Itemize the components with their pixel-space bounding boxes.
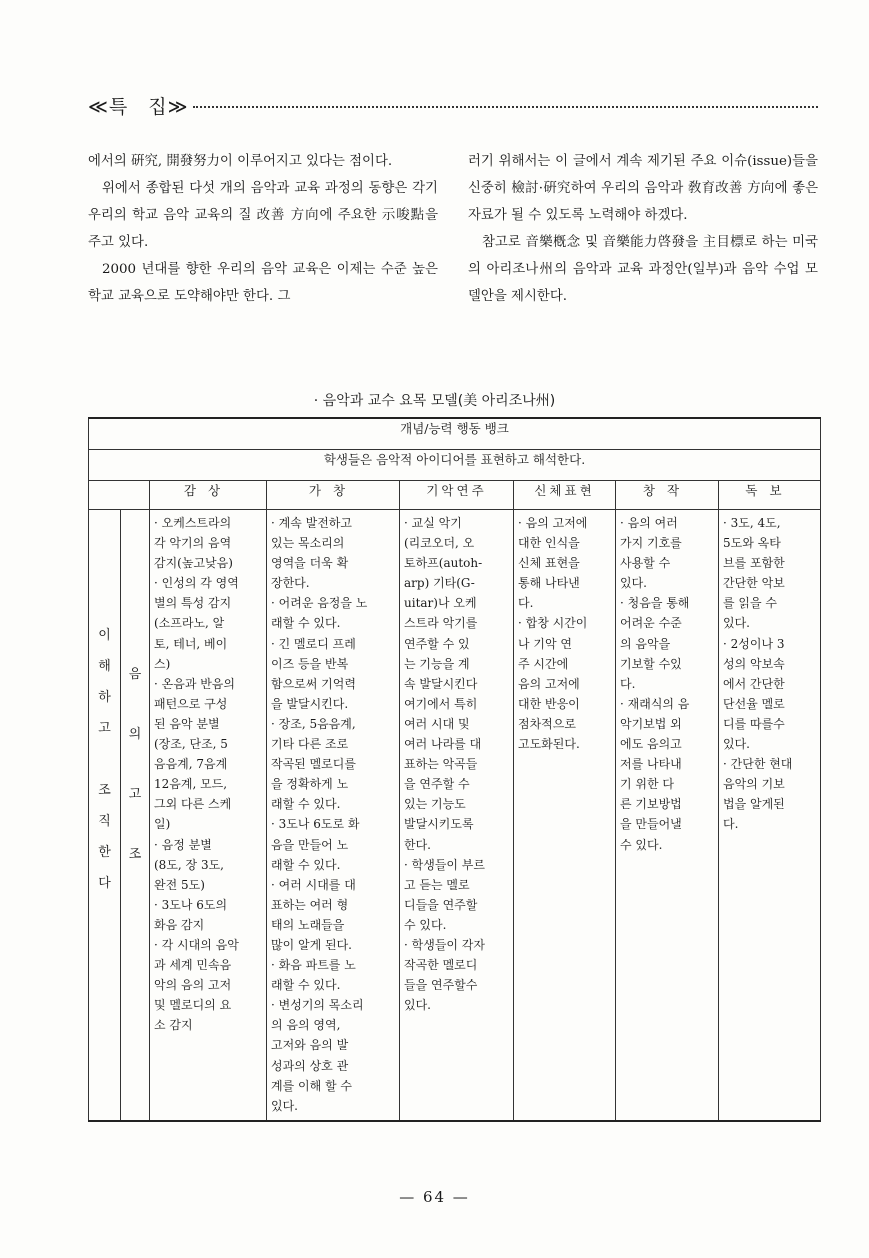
header-dotted-rule <box>193 106 819 108</box>
page-number: — 64 — <box>399 1188 470 1206</box>
column-heading: 신체표현 <box>514 481 616 510</box>
table-cell: · 교실 악기 (리코오더, 오 토하프(autoh- arp) 기타(G- uitar)나 오케 스트라 악기를 연주할 수 있 는 기능을 계 속 발달시킨다 여기에서 특히 여러 시대 및 여러 나라를 대 표하는 악곡들 을 연주할 수 있는 기능도 발달시키도록 한다. · 학생들이 부르 고 듣는 멜로 디들을 연주할 수 있다. · 학생들이 각자 작곡한 멜로디 들을 연주할수 있다. <box>400 510 514 1121</box>
table-title: · 음악과 교수 요목 모델(美 아리조나州) <box>313 393 556 409</box>
column-heading: 기악연주 <box>400 481 514 510</box>
row-label-outer: 이 해 하 고 조 직 한 다 <box>89 510 121 1121</box>
syllabus-table <box>88 417 821 1122</box>
section-label: ≪특 집≫ <box>88 95 189 118</box>
table-cell: · 3도, 4도, 5도와 옥타 브를 포함한 간단한 악보 를 읽을 수 있다. · 2성이나 3 성의 악보속 에서 간단한 단선율 멜로 디를 따를수 있다. · 간단한 현대 음악의 기보 법을 알게된 다. <box>719 510 821 1121</box>
body-text <box>88 148 818 310</box>
body-paragraph: 2000 년대를 향한 우리의 음악 교육은 이제는 수준 높은 학교 교육으로 도약해야만 한다. 그 <box>88 262 438 304</box>
table-cell: · 음의 고저에 대한 인식을 신체 표현을 통해 나타낸 다. · 합창 시간이 나 기악 연 주 시간에 음의 고저에 대한 반응이 점차적으로 고도화된다. <box>514 510 616 1121</box>
column-heading: 창작 <box>616 481 719 510</box>
bank-title: 개념/능력 행동 뱅크 <box>89 418 821 450</box>
column-heading: 가창 <box>267 481 400 510</box>
body-column-right <box>468 148 818 310</box>
table-cell: · 오케스트라의 각 악기의 음역 감지(높고낮음) · 인성의 각 영역 별의 특성 감지 (소프라노, 알 토, 테너, 베이 스) · 온음과 반음의 패턴으로 구성 된 음악 분별 (장조, 단조, 5 음음계, 7음계 12음계, 모드, 그외 다른 스케 일) · 음정 분별 (8도, 장 3도, 완전 5도) · 3도나 6도의 화음 감지 · 각 시대의 음악 과 세계 민속음 악의 음의 고저 및 멜로디의 요 소 감지 <box>150 510 267 1121</box>
column-heading: 독보 <box>719 481 821 510</box>
body-paragraph: 러기 위해서는 이 글에서 계속 제기된 주요 이슈(issue)들을 신중히 檢討·硏究하여 우리의 음악과 敎育改善 方向에 좋은 자료가 될 수 있도록 노력해야 하겠다. <box>468 154 818 223</box>
table-cell: · 계속 발전하고 있는 목소리의 영역을 더욱 확 장한다. · 어려운 음정을 노 래할 수 있다. · 긴 멜로디 프레 이즈 등을 반복 함으로써 기억력 을 발달시킨다. · 장조, 5음음계, 기타 다른 조로 작곡된 멜로디를 을 정확하게 노 래할 수 있다. · 3도나 6도로 화 음을 만들어 노 래할 수 있다. · 여러 시대를 대 표하는 여러 형 태의 노래들을 많이 알게 된다. · 화음 파트를 노 래할 수 있다. · 변성기의 목소리 의 음의 영역, 고저와 음의 발 성과의 상호 관 계를 이해 할 수 있다. <box>267 510 400 1121</box>
column-heading: 감상 <box>150 481 267 510</box>
row-label-inner: 음 의 고 조 <box>121 510 150 1121</box>
body-paragraph: 위에서 종합된 다섯 개의 음악과 교육 과정의 동향은 각기 우리의 학교 음악 교육의 질 改善 方向에 주요한 示唆點을 주고 있다. <box>88 181 438 250</box>
header-blank <box>89 481 150 510</box>
table-cell: · 음의 여러 가지 기호를 사용할 수 있다. · 청음을 통해 어려운 수준 의 음악을 기보할 수있 다. · 재래식의 음 악기보법 외 에도 음의고 저를 나타내 기 위한 다 른 기보방법 을 만들어낼 수 있다. <box>616 510 719 1121</box>
body-paragraph: 참고로 音樂槪念 및 音樂能力啓發을 主目標로 하는 미국의 아리조나州의 음악과 교육 과정안(일부)과 음악 수업 모델안을 제시한다. <box>468 235 818 304</box>
goal-statement: 학생들은 음악적 아이디어를 표현하고 해석한다. <box>89 450 821 481</box>
body-column-left <box>88 148 438 310</box>
section-header <box>88 92 818 118</box>
body-paragraph: 에서의 硏究, 開發努力이 이루어지고 있다는 점이다. <box>88 154 393 169</box>
